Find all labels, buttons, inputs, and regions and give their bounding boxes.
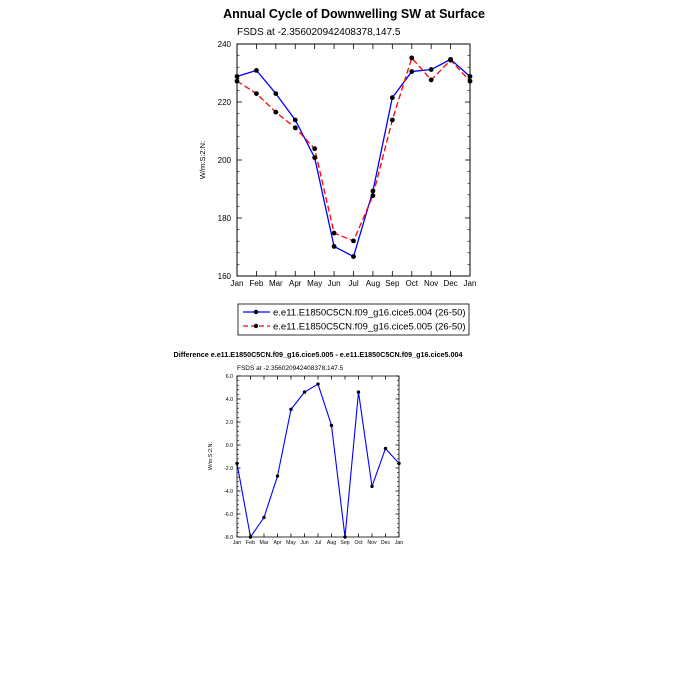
plot-frame (237, 376, 399, 537)
data-point-series-1 (293, 118, 298, 123)
data-point-series-1 (273, 91, 278, 96)
x-tick-label: Feb (249, 279, 264, 288)
x-tick-label: Mar (268, 279, 283, 288)
legend-marker-series-1 (254, 310, 258, 314)
y-tick-label: -8.0 (224, 534, 233, 541)
data-point-series-2 (448, 58, 453, 63)
legend-marker-series-2 (254, 324, 258, 328)
y-axis-label: W/m:S:2:N: (208, 441, 214, 471)
data-point-series-1 (289, 408, 292, 411)
x-tick-label: Oct (354, 540, 363, 546)
x-tick-label: May (286, 540, 296, 546)
data-point-series-2 (312, 146, 317, 151)
x-tick-label: Jan (232, 540, 242, 546)
x-tick-label: Mar (259, 540, 269, 546)
legend-label-series-2: e.e11.E1850C5CN.f09_g16.cice5.005 (26-50) (273, 321, 466, 333)
x-tick-label: May (307, 279, 323, 288)
chart-title: Annual Cycle of Downwelling SW at Surface (223, 7, 485, 21)
y-tick-label: 220 (217, 97, 231, 107)
data-point-series-1 (312, 155, 317, 160)
x-tick-label: Aug (326, 540, 337, 546)
chart-subtitle: FSDS at -2.356020942408378,147.5 (237, 365, 344, 372)
series-line-2 (237, 58, 470, 241)
x-tick-label: Sep (385, 279, 400, 288)
y-tick-label: 6.0 (225, 373, 233, 380)
y-tick-label: 200 (217, 155, 231, 165)
data-point-series-2 (293, 125, 298, 130)
y-tick-label: 0.0 (225, 442, 233, 449)
x-tick-label: Jan (394, 540, 404, 546)
x-tick-label: Jan (463, 279, 477, 288)
series-line-1 (237, 384, 399, 537)
data-point-series-2 (273, 110, 278, 115)
x-tick-label: Apr (289, 279, 302, 288)
data-point-series-2 (429, 78, 434, 83)
y-tick-label: 2.0 (225, 419, 233, 426)
x-tick-label: Oct (405, 279, 418, 288)
y-tick-label: 4.0 (225, 396, 233, 403)
legend (238, 304, 469, 335)
data-point-series-1 (384, 447, 387, 450)
data-point-series-1 (409, 69, 414, 74)
data-point-series-1 (262, 516, 265, 519)
x-tick-label: Dec (443, 279, 458, 288)
difference-chart (174, 350, 463, 546)
y-axis-label: W/m:S:2:N: (198, 140, 207, 180)
y-tick-label: -6.0 (224, 511, 233, 518)
data-point-series-1 (429, 67, 434, 72)
annual-cycle-chart (198, 7, 485, 335)
x-tick-label: Aug (365, 279, 381, 288)
y-tick-label: -2.0 (224, 465, 233, 472)
chart-title: Difference e.e11.E1850C5CN.f09_g16.cice5.005 - e.e11.E1850C5CN.f09_g16.cice5.004 (173, 350, 463, 359)
x-tick-label: Nov (367, 540, 377, 546)
data-point-series-2 (371, 193, 376, 198)
data-point-series-1 (316, 382, 319, 385)
legend-label-series-1: e.e11.E1850C5CN.f09_g16.cice5.004 (26-50) (273, 307, 466, 319)
y-tick-label: 180 (217, 213, 231, 223)
x-tick-label: Jan (230, 279, 244, 288)
data-point-series-1 (351, 254, 356, 259)
data-point-series-1 (390, 95, 395, 100)
x-tick-label: Jun (327, 279, 341, 288)
data-point-series-1 (332, 244, 337, 249)
x-tick-label: Apr (273, 540, 282, 546)
data-point-series-1 (330, 424, 333, 427)
x-tick-label: Jul (314, 540, 322, 546)
x-tick-label: Jun (300, 540, 309, 546)
data-point-series-1 (357, 390, 360, 393)
y-tick-label: 240 (217, 39, 231, 49)
y-tick-label: -4.0 (224, 488, 233, 495)
data-point-series-2 (254, 91, 259, 96)
data-point-series-2 (390, 118, 395, 123)
data-point-series-1 (276, 474, 279, 477)
y-tick-label: 160 (217, 271, 231, 281)
chart-subtitle: FSDS at -2.356020942408378,147.5 (237, 27, 401, 38)
data-point-series-2 (409, 56, 414, 61)
data-point-series-2 (332, 231, 337, 236)
x-tick-label: Sep (340, 540, 350, 546)
x-tick-label: Feb (246, 540, 255, 546)
x-tick-label: Dec (380, 540, 391, 546)
data-point-series-1 (370, 485, 373, 488)
x-tick-label: Jul (348, 279, 359, 288)
data-point-series-1 (254, 68, 259, 73)
series-line-1 (237, 59, 470, 256)
data-point-series-1 (303, 390, 306, 393)
data-point-series-2 (351, 239, 356, 244)
x-tick-label: Nov (424, 279, 439, 288)
data-point-series-1 (371, 189, 376, 194)
